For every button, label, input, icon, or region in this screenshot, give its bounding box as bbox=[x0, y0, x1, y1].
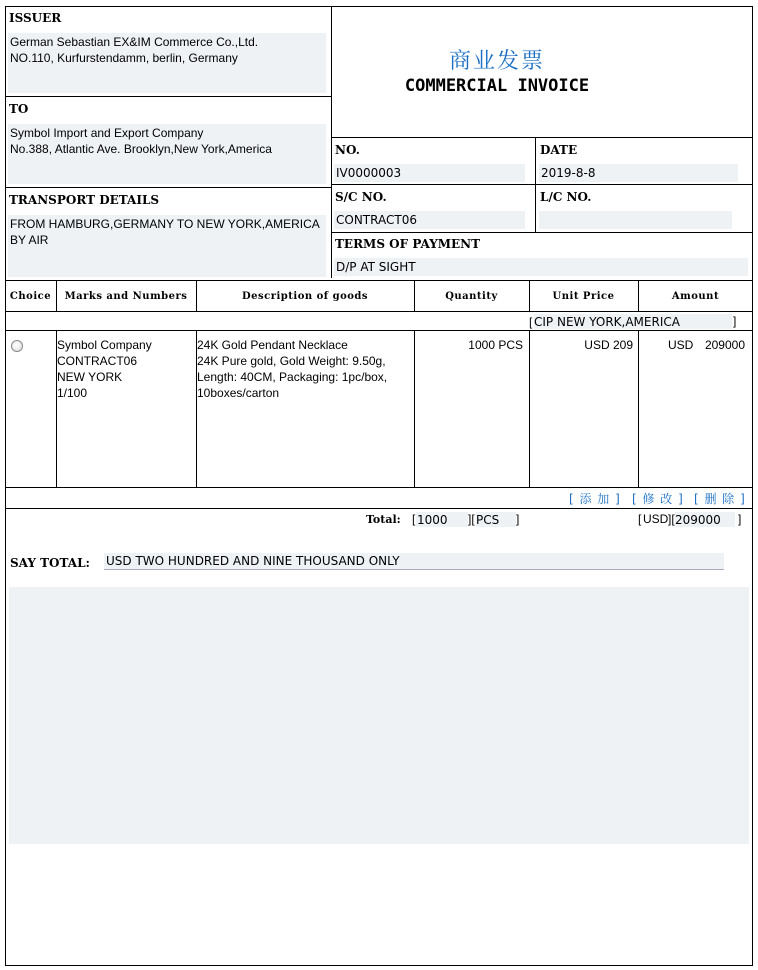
description-line: 24K Pure gold, Gold Weight: 9.50g, bbox=[197, 354, 386, 368]
to-label: TO bbox=[9, 102, 29, 116]
lc-no-label: L/C NO. bbox=[540, 190, 592, 204]
total-amount-field[interactable] bbox=[675, 512, 735, 527]
date-field[interactable] bbox=[539, 164, 738, 182]
issuer-label: ISSUER bbox=[9, 11, 62, 25]
remarks-area[interactable] bbox=[9, 587, 749, 844]
total-qty-field[interactable] bbox=[416, 512, 468, 527]
total-currency-open: [ bbox=[638, 512, 642, 526]
divider bbox=[5, 96, 331, 97]
description-line: Length: 40CM, Packaging: 1pc/box, bbox=[197, 370, 388, 384]
say-total-label: SAY TOTAL: bbox=[10, 556, 90, 570]
divider bbox=[638, 330, 639, 487]
marks-line: NEW YORK bbox=[57, 370, 123, 384]
total-unit-close: ] bbox=[516, 512, 520, 526]
date-value: 2019-8-8 bbox=[541, 166, 596, 180]
invoice-no-field[interactable] bbox=[334, 164, 525, 182]
trade-term-open: [ bbox=[529, 315, 533, 329]
transport-field[interactable] bbox=[8, 215, 326, 277]
say-total-field[interactable] bbox=[104, 553, 724, 570]
row-marks bbox=[57, 337, 152, 401]
invoice-no-label: NO. bbox=[335, 143, 360, 157]
total-qty-open: [ bbox=[412, 512, 416, 526]
sc-no-field[interactable] bbox=[334, 211, 525, 229]
col-unit-price: Unit Price bbox=[552, 291, 615, 302]
total-label: Total: bbox=[366, 513, 401, 526]
divider bbox=[5, 330, 753, 331]
add-row-link[interactable]: [ 添 加 ] bbox=[569, 492, 621, 506]
marks-line: Symbol Company bbox=[57, 338, 152, 352]
say-total-value: USD TWO HUNDRED AND NINE THOUSAND ONLY bbox=[106, 554, 400, 568]
sc-no-label: S/C NO. bbox=[335, 190, 387, 204]
total-currency: USD bbox=[643, 512, 669, 526]
transport-label: TRANSPORT DETAILS bbox=[9, 193, 160, 207]
edit-row-link[interactable]: [ 修 改 ] bbox=[632, 492, 684, 506]
trade-term-close: ] bbox=[733, 314, 737, 328]
divider bbox=[5, 508, 753, 509]
total-qty-value: 1000 bbox=[417, 513, 448, 527]
row-unit-price: USD 209 bbox=[584, 338, 633, 352]
sc-no-value: CONTRACT06 bbox=[336, 213, 417, 227]
issuer-line-1: German Sebastian EX&IM Commerce Co.,Ltd. bbox=[10, 35, 259, 49]
divider bbox=[5, 280, 753, 281]
marks-line: CONTRACT06 bbox=[57, 354, 138, 368]
description-line: 24K Gold Pendant Necklace bbox=[197, 338, 348, 352]
terms-label: TERMS OF PAYMENT bbox=[335, 237, 481, 251]
invoice-no-value: IV0000003 bbox=[336, 166, 402, 180]
row-select-radio[interactable] bbox=[11, 340, 23, 352]
lc-no-field[interactable] bbox=[539, 211, 732, 229]
invoice-title-en: COMMERCIAL INVOICE bbox=[404, 76, 590, 96]
col-choice: Choice bbox=[9, 291, 52, 302]
total-amount-close: ] bbox=[738, 512, 742, 526]
divider bbox=[331, 184, 753, 185]
row-quantity: 1000 PCS bbox=[468, 338, 523, 352]
total-amount-open: ][ bbox=[668, 512, 675, 526]
divider bbox=[5, 187, 331, 188]
total-unit-value: PCS bbox=[476, 513, 500, 527]
divider bbox=[529, 330, 530, 487]
to-line-2: No.388, Atlantic Ave. Brooklyn,New York,America bbox=[10, 142, 272, 156]
delete-row-link[interactable]: [ 删 除 ] bbox=[694, 492, 746, 506]
to-line-1: Symbol Import and Export Company bbox=[10, 126, 204, 140]
divider bbox=[5, 311, 753, 312]
trade-term-field[interactable] bbox=[534, 314, 732, 329]
total-qty-close: ][ bbox=[468, 512, 475, 526]
col-marks: Marks and Numbers bbox=[64, 291, 188, 302]
invoice-title-cn: 商业发票 bbox=[448, 49, 545, 74]
date-label: DATE bbox=[540, 143, 578, 157]
col-description: Description of goods bbox=[241, 291, 369, 302]
issuer-field[interactable] bbox=[8, 33, 326, 93]
terms-field[interactable] bbox=[334, 258, 748, 276]
divider bbox=[331, 137, 753, 138]
issuer-line-2: NO.110, Kurfurstendamm, berlin, Germany bbox=[10, 51, 238, 65]
marks-line: 1/100 bbox=[57, 386, 88, 400]
trade-term-value: CIP NEW YORK,AMERICA bbox=[534, 315, 680, 329]
col-quantity: Quantity bbox=[445, 291, 498, 302]
col-amount: Amount bbox=[671, 291, 720, 302]
description-line: 10boxes/carton bbox=[197, 386, 280, 400]
divider bbox=[331, 232, 753, 233]
divider bbox=[5, 487, 753, 488]
row-amount-currency: USD bbox=[668, 338, 694, 352]
divider bbox=[414, 330, 415, 487]
row-amount-value: 209000 bbox=[704, 338, 745, 352]
to-field[interactable] bbox=[8, 124, 326, 184]
total-amount-value: 209000 bbox=[675, 513, 721, 527]
transport-value: FROM HAMBURG,GERMANY TO NEW YORK,AMERICA BY AIR bbox=[10, 217, 320, 247]
total-unit-field[interactable] bbox=[476, 512, 516, 527]
terms-value: D/P AT SIGHT bbox=[336, 260, 416, 274]
row-description bbox=[197, 337, 387, 401]
